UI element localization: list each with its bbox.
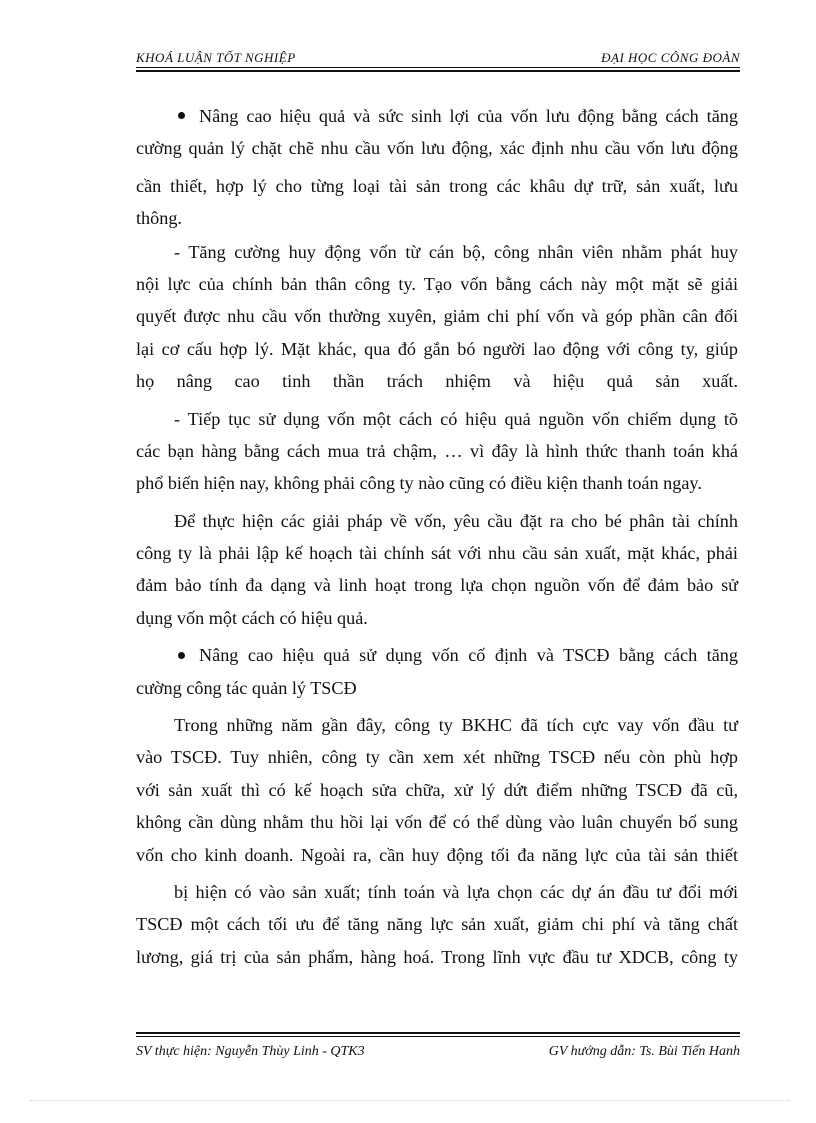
text-line: cần thiết, hợp lý cho từng loại tài sản trong các khâu dự trữ, sản xuất, lưu [136,175,738,196]
footer-rule-thick [136,1032,740,1034]
header-rule-thin [136,67,740,68]
page-header [136,50,740,68]
text-line: công ty là phải lập kế hoạch tài chính sát với nhu cầu sản xuất, mặt khác, phải [136,543,738,564]
text-line: TSCĐ một cách tối ưu để tăng năng lực sản xuất, giảm chi phí và tăng chất [136,914,738,935]
text-line: với sản xuất thì có kế hoạch sửa chữa, xử lý dứt điểm những TSCĐ đã cũ, [136,779,738,800]
text-line: không cần dùng nhằm thu hồi lại vốn để có thể dùng vào luân chuyển bổ sung [136,812,738,833]
body-text [136,100,738,973]
header-right-title: ĐẠI HỌC CÔNG ĐOÀN [601,50,740,65]
text-line: Nâng cao hiệu quả và sức sinh lợi của vốn lưu động bằng cách tăng [136,100,738,132]
footer-advisor: GV hướng dẫn: Ts. Bùi Tiến Hanh [548,1044,740,1059]
header-left-title: KHOÁ LUẬN TỐT NGHIỆP [136,50,296,65]
page-border [30,1100,790,1101]
bullet-icon [178,112,185,119]
text-line: nội lực của chính bản thân công ty. Tạo vốn bằng cách này một mặt sẽ giải [136,273,738,294]
text-line: Để thực hiện các giải pháp về vốn, yêu cầu đặt ra cho bé phân tài chính [174,510,738,531]
footer-student: SV thực hiện: Nguyễn Thùy Linh - QTK3 [136,1044,365,1059]
text-line: phổ biến hiện nay, không phải công ty nào cũng có điều kiện thanh toán ngay. [136,473,702,494]
text-line: lại cơ cấu hợp lý. Mặt khác, qua đó gắn bó người lao động với công ty, giúp [136,338,738,359]
text-line: vốn cho kinh doanh. Ngoài ra, cần huy động tối đa năng lực của tài sản thiết [136,844,738,865]
text-line: vào TSCĐ. Tuy nhiên, công ty cần xem xét những TSCĐ nếu còn phù hợp [136,747,738,768]
text-line: - Tăng cường huy động vốn từ cán bộ, công nhân viên nhằm phát huy [174,241,738,262]
text-line: đảm bảo tính đa dạng và linh hoạt trong lựa chọn nguồn vốn để đảm bảo sử [136,575,738,596]
text-line: quyết được nhu cầu vốn thường xuyên, giảm chi phí vốn và góp phần cân đối [136,306,738,327]
text-line: lương, giá trị của sản phẩm, hàng hoá. Trong lĩnh vực đầu tư XDCB, công ty [136,946,738,967]
text-line: bị hiện có vào sản xuất; tính toán và lựa chọn các dự án đầu tư đổi mới [174,881,738,902]
text-line: dụng vốn một cách có hiệu quả. [136,607,368,628]
text-line: cường công tác quản lý TSCĐ [136,677,357,698]
text-line: Nâng cao hiệu quả sử dụng vốn cố định và TSCĐ bằng cách tăng [136,639,738,671]
text-line: - Tiếp tục sử dụng vốn một cách có hiệu quả nguồn vốn chiếm dụng tõ [174,408,738,429]
footer-rule-thin [136,1036,740,1037]
text-line: họ nâng cao tinh thần trách nhiệm và hiệu quả sản xuất. [136,371,738,392]
page-footer [136,1044,740,1064]
text-line: cường quản lý chặt chẽ nhu cầu vốn lưu động, xác định nhu cầu vốn lưu động [136,138,738,159]
text-line: các bạn hàng bằng cách mua trả chậm, … vì đây là hình thức thanh toán khá [136,440,738,461]
bullet-icon [178,652,185,659]
header-rule-thick [136,70,740,72]
text-line: Trong những năm gần đây, công ty BKHC đã tích cực vay vốn đầu tư [174,715,738,736]
text-line: thông. [136,208,182,229]
